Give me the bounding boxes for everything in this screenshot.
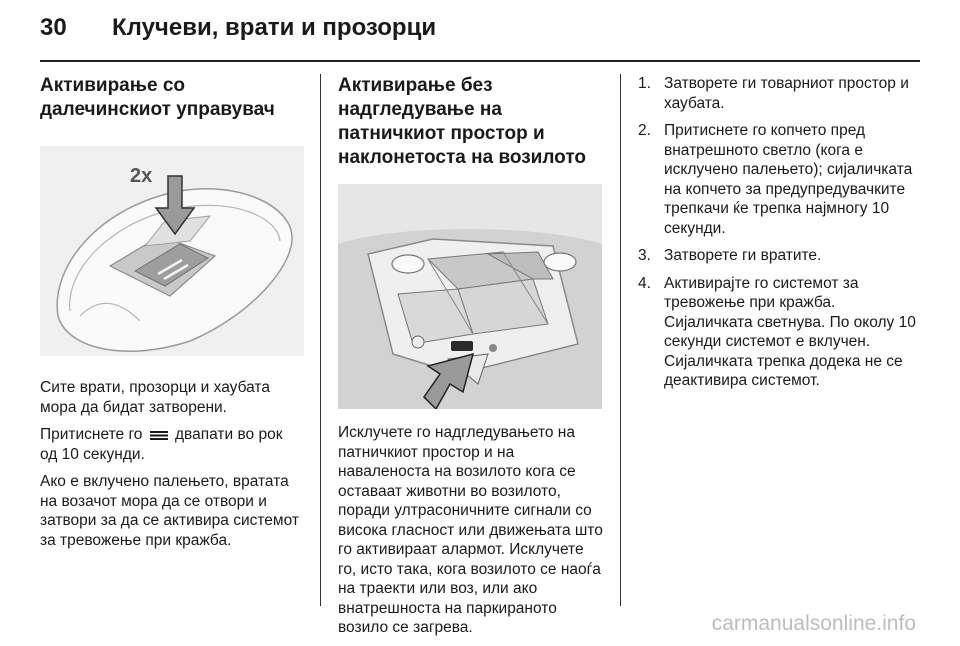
watermark: carmanualsonline.info — [711, 612, 916, 635]
list-item — [638, 121, 920, 238]
paragraph-disable-monitoring: Исклучете го надгледувањето на патничкиот простор и на наваленоста на возилото кога се оставаат животни во возилото, поради ултрасоничните сигнали со висока гласност или движењата што го активираат алармот. Исклучете го, исто така, кога возилото се наоѓа на траекти или воз, или ако внатрешноста на паркираното возило се загрева. — [338, 424, 603, 636]
step-number: 4. — [638, 274, 651, 292]
press-text-before: Притиснете го — [40, 426, 143, 443]
list-item — [638, 246, 920, 266]
step-text: Затворете ги вратите. — [664, 247, 822, 264]
step-number: 1. — [638, 75, 651, 92]
column-divider-1 — [320, 74, 321, 606]
list-item — [638, 74, 920, 113]
step-text: Затворете ги товарниот простор и хаубата. — [664, 75, 909, 112]
steps-list — [638, 74, 920, 391]
remote-key-illustration — [40, 146, 304, 356]
interior-light-illustration — [338, 184, 602, 409]
paragraph-press-twice — [40, 425, 304, 464]
section-heading-no-monitoring: Активирање без надгледување на патничкиот простор и наклонетоста на возилото — [338, 75, 586, 168]
press-count-label: 2x — [130, 165, 153, 187]
step-text: Активирајте го системот за тревожење при кражба. Сијаличката светнува. По околу 10 секунди системот е вклучен. Сијаличката трепка додека не се деактивира системот. — [664, 274, 916, 389]
section-heading-remote: Активирање со далечинскиот управувач — [40, 75, 275, 120]
page-number: 30 — [40, 14, 67, 41]
paragraph-doors-closed: Сите врати, прозорци и хаубата мора да бидат затворени. — [40, 379, 270, 416]
column-remote-activation — [40, 74, 304, 558]
column-steps — [638, 74, 920, 399]
interior-light-drawing — [338, 184, 602, 409]
step-number: 2. — [638, 122, 651, 139]
list-item — [638, 274, 920, 391]
press-text-after: двапати во рок од 10 секунди. — [40, 426, 283, 463]
column-activation-without-monitoring — [338, 74, 604, 646]
page-title: Клучеви, врати и прозорци — [112, 14, 437, 41]
header-rule — [40, 60, 920, 62]
column-divider-2 — [620, 74, 621, 606]
step-text: Притиснете го копчето пред внатрешното светло (кога е исклучено палењето); сијаличката на копчето за предупредувачките трепкачи ќе трепка најмногу 10 секунди. — [664, 122, 913, 237]
lock-button-icon — [149, 430, 169, 440]
remote-key-drawing — [40, 146, 304, 356]
step-number: 3. — [638, 247, 651, 264]
paragraph-ignition-on: Ако е вклучено палењето, вратата на возачот мора да се отвори и затвори за да се активира системот за тревожење при кражба. — [40, 473, 299, 549]
